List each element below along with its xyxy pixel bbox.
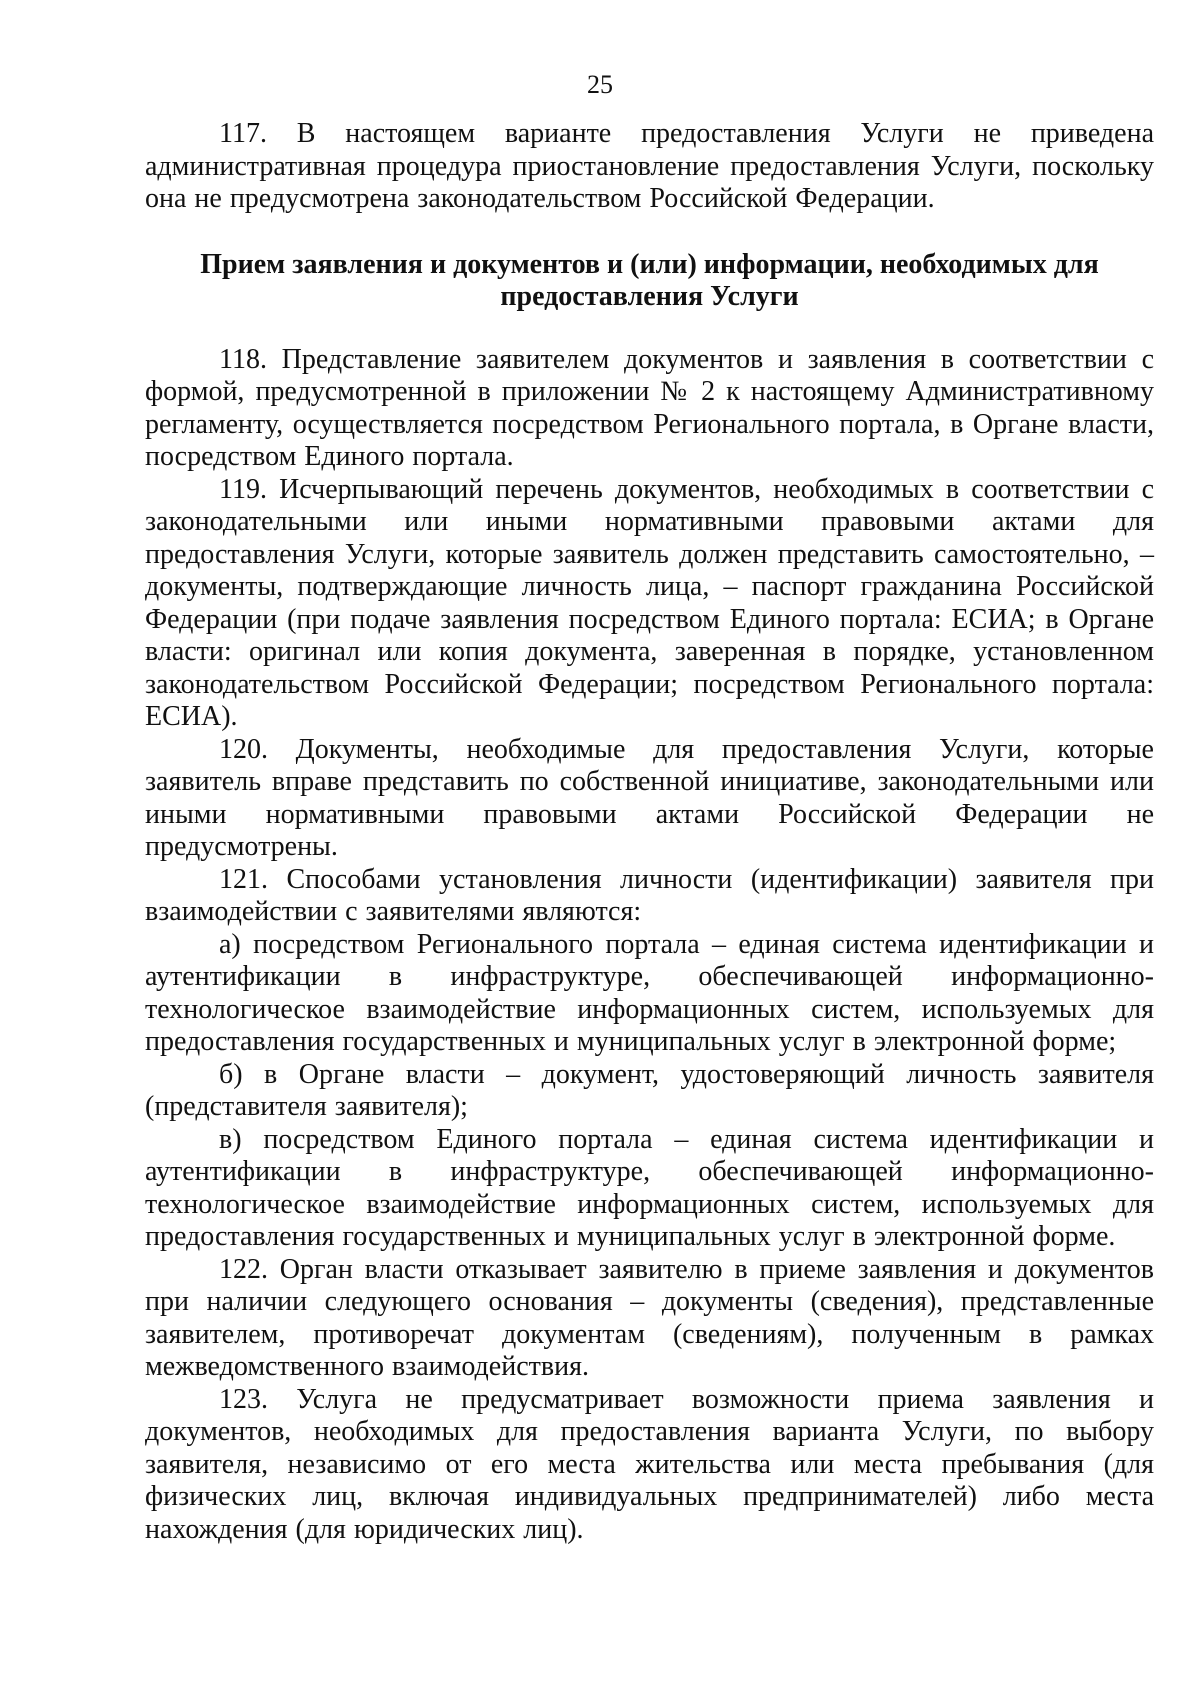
paragraph-117: 117. В настоящем варианте предоставления Услуги не приведена административная процедура приостановление предоставления Услуги, поскольку она не предусмотрена законодательством Российской Федерации.	[145, 118, 1154, 214]
paragraph-119: 119. Исчерпывающий перечень документов, необходимых в соответствии с законодательными или иными нормативными правовыми актами для предоставления Услуги, которые заявитель должен представить самостоятельно, – документы, подтверждающие личность лица, – паспорт гражданина Российской Федерации (при подаче заявления посредством Единого портала: ЕСИА; в Органе власти: оригинал или копия документа, заверенная в порядке, установленном законодательством Российской Федерации; посредством Регионального портала: ЕСИА).	[145, 473, 1154, 732]
paragraph-123: 123. Услуга не предусматривает возможности приема заявления и документов, необходимых для предоставления варианта Услуги, по выбору заявителя, независимо от его места жительства или места пребывания (для физических лиц, включая индивидуальных предпринимателей) либо места нахождения (для юридических лиц).	[145, 1383, 1154, 1545]
section-heading	[145, 249, 1154, 314]
document-body	[145, 118, 1154, 1546]
paragraph-118: 118. Представление заявителем документов и заявления в соответствии с формой, предусмотренной в приложении № 2 к настоящему Административному регламенту, осуществляется посредством Регионального портала, в Органе власти, посредством Единого портала.	[145, 343, 1154, 472]
paragraph-121-b: б) в Органе власти – документ, удостоверяющий личность заявителя (представителя заявителя);	[145, 1058, 1154, 1122]
section-heading-line-2: предоставления Услуги	[500, 281, 799, 312]
page-number: 25	[587, 70, 613, 99]
paragraph-121-v: в) посредством Единого портала – единая система идентификации и аутентификации в инфраструктуре, обеспечивающей информационно-технологическое взаимодействие информационных систем, используемых для предоставления государственных и муниципальных услуг в электронной форме.	[145, 1123, 1154, 1252]
paragraph-121-a: а) посредством Регионального портала – единая система идентификации и аутентификации в инфраструктуре, обеспечивающей информационно-технологическое взаимодействие информационных систем, используемых для предоставления государственных и муниципальных услуг в электронной форме;	[145, 928, 1154, 1057]
paragraph-122: 122. Орган власти отказывает заявителю в приеме заявления и документов при наличии следующего основания – документы (сведения), представленные заявителем, противоречат документам (сведениям), полученным в рамках межведомственного взаимодействия.	[145, 1253, 1154, 1382]
paragraph-120: 120. Документы, необходимые для предоставления Услуги, которые заявитель вправе представить по собственной инициативе, законодательными или иными нормативными правовыми актами Российской Федерации не предусмотрены.	[145, 733, 1154, 862]
section-heading-line-1: Прием заявления и документов и (или) информации, необходимых для	[200, 248, 1099, 280]
paragraph-121: 121. Способами установления личности (идентификации) заявителя при взаимодействии с заявителями являются:	[145, 863, 1154, 927]
